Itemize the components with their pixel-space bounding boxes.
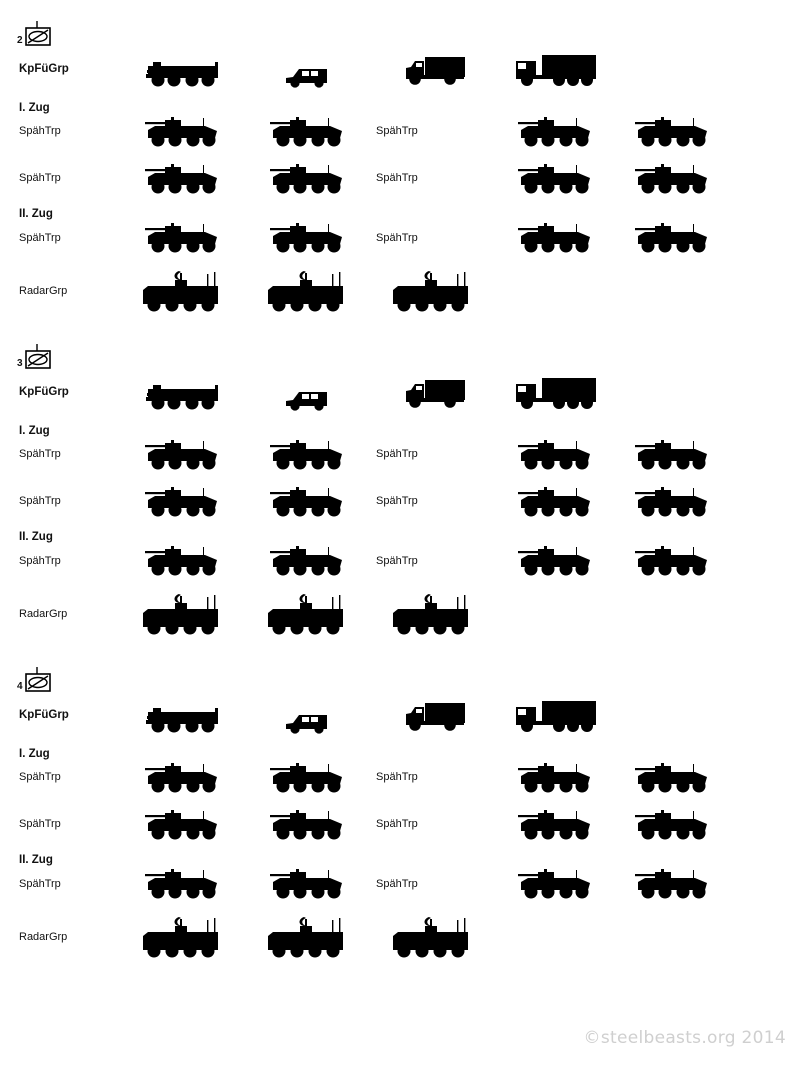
wheeled-recon-vehicle-icon	[518, 439, 593, 471]
section-label: SpähTrp	[19, 555, 61, 567]
wheeled-recon-vehicle-icon	[145, 809, 220, 841]
wheeled-recon-vehicle-icon	[145, 439, 220, 471]
wheeled-recon-vehicle-icon	[518, 116, 593, 148]
wheeled-recon-vehicle-icon	[270, 868, 345, 900]
recon-unit-symbol-icon	[18, 343, 58, 373]
radar-group-label: RadarGrp	[19, 931, 68, 943]
recon-unit-symbol-icon	[18, 666, 58, 696]
company-2	[0, 0, 800, 322]
platoon-1-label: I. Zug	[19, 425, 50, 437]
wheeled-recon-vehicle-icon	[635, 163, 710, 195]
wheeled-recon-vehicle-icon	[270, 762, 345, 794]
radar-vehicle-icon	[140, 916, 222, 960]
wheeled-recon-vehicle-icon	[518, 163, 593, 195]
hq-group-label: KpFüGrp	[19, 709, 69, 721]
recon-unit-symbol-icon	[18, 20, 58, 50]
section-label: SpähTrp	[19, 818, 61, 830]
wheeled-recon-vehicle-icon	[635, 762, 710, 794]
wheeled-recon-vehicle-icon	[635, 545, 710, 577]
radar-vehicle-icon	[265, 916, 347, 960]
company-4	[0, 646, 800, 968]
wheeled-recon-vehicle-icon	[145, 545, 220, 577]
apc-boxy-icon	[145, 56, 220, 88]
wheeled-recon-vehicle-icon	[635, 868, 710, 900]
section-label-right: SpähTrp	[376, 555, 418, 567]
jeep-icon	[285, 712, 330, 734]
wheeled-recon-vehicle-icon	[518, 809, 593, 841]
wheeled-recon-vehicle-icon	[270, 809, 345, 841]
wheeled-recon-vehicle-icon	[635, 809, 710, 841]
radar-group-label: RadarGrp	[19, 285, 68, 297]
radar-vehicle-icon	[265, 593, 347, 637]
wheeled-recon-vehicle-icon	[270, 545, 345, 577]
wheeled-recon-vehicle-icon	[270, 222, 345, 254]
apc-boxy-icon	[145, 702, 220, 734]
platoon-2-label: II. Zug	[19, 208, 53, 220]
company-3	[0, 323, 800, 645]
radar-vehicle-icon	[390, 593, 472, 637]
platoon-2-label: II. Zug	[19, 854, 53, 866]
wheeled-recon-vehicle-icon	[145, 762, 220, 794]
radar-vehicle-icon	[390, 270, 472, 314]
wheeled-recon-vehicle-icon	[518, 486, 593, 518]
wheeled-recon-vehicle-icon	[145, 222, 220, 254]
section-label-right: SpähTrp	[376, 172, 418, 184]
section-label-right: SpähTrp	[376, 125, 418, 137]
section-label-right: SpähTrp	[376, 448, 418, 460]
light-truck-icon	[405, 701, 465, 733]
section-label-right: SpähTrp	[376, 771, 418, 783]
jeep-icon	[285, 389, 330, 411]
radar-group-label: RadarGrp	[19, 608, 68, 620]
wheeled-recon-vehicle-icon	[270, 116, 345, 148]
wheeled-recon-vehicle-icon	[270, 163, 345, 195]
platoon-1-label: I. Zug	[19, 102, 50, 114]
wheeled-recon-vehicle-icon	[270, 439, 345, 471]
section-label: SpähTrp	[19, 495, 61, 507]
section-label-right: SpähTrp	[376, 495, 418, 507]
light-truck-icon	[405, 378, 465, 410]
wheeled-recon-vehicle-icon	[518, 222, 593, 254]
section-label-right: SpähTrp	[376, 232, 418, 244]
heavy-truck-icon	[515, 377, 597, 411]
wheeled-recon-vehicle-icon	[635, 222, 710, 254]
heavy-truck-icon	[515, 54, 597, 88]
section-label-right: SpähTrp	[376, 818, 418, 830]
radar-vehicle-icon	[140, 593, 222, 637]
wheeled-recon-vehicle-icon	[635, 116, 710, 148]
section-label: SpähTrp	[19, 125, 61, 137]
wheeled-recon-vehicle-icon	[518, 762, 593, 794]
platoon-2-label: II. Zug	[19, 531, 53, 543]
section-label: SpähTrp	[19, 771, 61, 783]
company-number: 3	[17, 358, 23, 369]
wheeled-recon-vehicle-icon	[145, 163, 220, 195]
wheeled-recon-vehicle-icon	[145, 486, 220, 518]
radar-vehicle-icon	[265, 270, 347, 314]
jeep-icon	[285, 66, 330, 88]
section-label: SpähTrp	[19, 232, 61, 244]
wheeled-recon-vehicle-icon	[518, 545, 593, 577]
copyright-footer: ©steelbeasts.org 2014	[583, 1028, 786, 1048]
section-label-right: SpähTrp	[376, 878, 418, 890]
section-label: SpähTrp	[19, 878, 61, 890]
wheeled-recon-vehicle-icon	[518, 868, 593, 900]
platoon-1-label: I. Zug	[19, 748, 50, 760]
apc-boxy-icon	[145, 379, 220, 411]
heavy-truck-icon	[515, 700, 597, 734]
wheeled-recon-vehicle-icon	[145, 868, 220, 900]
wheeled-recon-vehicle-icon	[145, 116, 220, 148]
wheeled-recon-vehicle-icon	[270, 486, 345, 518]
section-label: SpähTrp	[19, 172, 61, 184]
hq-group-label: KpFüGrp	[19, 63, 69, 75]
wheeled-recon-vehicle-icon	[635, 439, 710, 471]
radar-vehicle-icon	[140, 270, 222, 314]
hq-group-label: KpFüGrp	[19, 386, 69, 398]
radar-vehicle-icon	[390, 916, 472, 960]
section-label: SpähTrp	[19, 448, 61, 460]
company-number: 2	[17, 35, 23, 46]
light-truck-icon	[405, 55, 465, 87]
company-number: 4	[17, 681, 23, 692]
wheeled-recon-vehicle-icon	[635, 486, 710, 518]
